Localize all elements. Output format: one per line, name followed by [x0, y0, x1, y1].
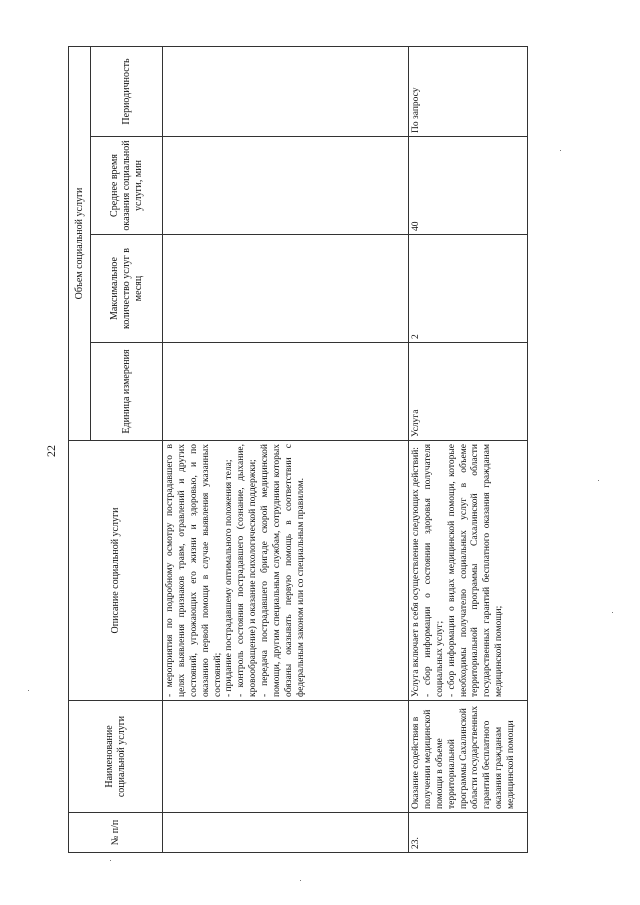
scan-speck — [612, 612, 613, 613]
scan-speck — [110, 860, 111, 861]
row-time — [163, 137, 409, 235]
header-avg-time: Среднее время оказания социальной услуги, мин — [91, 137, 163, 235]
row-max: 2 — [409, 235, 528, 343]
row-name: Оказание содействия в получении медицинской помощи в объеме территориальной программы Сахалинской области государственных гарантий бесплатного оказания гражданам медицинской помощи — [409, 701, 528, 813]
description-line: - сбор информации о видах медицинской помощи, которые необходимы получателю социальных услуг в объеме территориальной программы Сахалинской области государственных гарантий бесплатного оказания гражданам медицинской помощи; — [446, 444, 505, 697]
row-description — [163, 441, 409, 701]
row-description — [409, 441, 528, 701]
row-num: 23. — [409, 813, 528, 853]
row-time: 40 — [409, 137, 528, 235]
description-line: - сбор информации о состоянии здоровья получателя социальных услуг; — [422, 444, 445, 697]
row-period — [163, 47, 409, 137]
description-line: - мероприятия по подробному осмотру пострадавшего в целях выявления признаков травм, отравлений и других состояний, угрожающих его жизни и здоровью, и по оказанию первой помощи в случае выявления указанных состояний; — [165, 444, 223, 697]
header-periodicity: Периодичность — [91, 47, 163, 137]
header-max-per-month: Максимальное количество услуг в месяц — [91, 235, 163, 343]
row-period: По запросу — [409, 47, 528, 137]
social-services-table — [68, 46, 528, 853]
scan-speck — [28, 690, 29, 691]
row-unit — [163, 343, 409, 441]
row-max — [163, 235, 409, 343]
scan-speck — [598, 480, 599, 481]
scan-speck — [300, 880, 301, 881]
description-line: Услуга включает в себя осуществление следующих действий: — [411, 447, 421, 697]
description-line: - контроль состояния пострадавшего (сознание, дыхание, кровообращение) и оказание психологической поддержки; — [236, 444, 259, 697]
rotated-table-wrapper — [68, 47, 528, 853]
row-num — [163, 813, 409, 853]
table-row — [163, 47, 409, 853]
header-volume-group: Объем социальной услуги — [69, 47, 91, 441]
header-description: Описание социальной услуги — [69, 441, 163, 701]
header-name: Наименование социальной услуги — [69, 701, 163, 813]
row-name — [163, 701, 409, 813]
header-unit: Единица измерения — [91, 343, 163, 441]
description-line: - придание пострадавшему оптимального положения тела; — [224, 459, 235, 697]
header-num: № п/п — [69, 813, 163, 853]
description-line: - передача пострадавшего бригаде скорой медицинской помощи, другим специальным службам, сотрудники которых обязаны оказывать первую помощь в соответствии с федеральным законом или со специальным правилом. — [260, 444, 306, 697]
row-unit: Услуга — [409, 343, 528, 441]
scan-speck — [560, 150, 561, 151]
table-row — [409, 47, 528, 853]
page-number: 22 — [44, 445, 58, 457]
